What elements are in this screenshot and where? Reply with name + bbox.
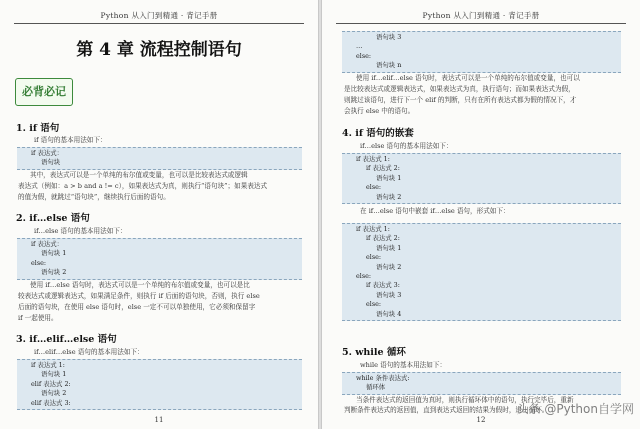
code-block (17, 359, 302, 410)
section-intro: if 语句的基本用法如下： (34, 136, 107, 144)
section-heading-if-elif-else: 3. if…elif…else 语句 (16, 334, 117, 345)
code-line: else: (366, 253, 382, 262)
code-line: 语句块 2 (41, 268, 67, 277)
code-line: 语句块 1 (41, 370, 67, 379)
paragraph-line: 会执行 else 中的语句。 (344, 107, 415, 115)
code-line: 语句块 4 (376, 309, 402, 318)
section-intro: if…else 语句的基本用法如下： (360, 142, 453, 150)
code-line: 语句块 2 (376, 192, 402, 201)
code-line: 语句块 2 (376, 262, 402, 271)
paragraph-line: 判断条件表达式的返回值，直到表达式返回的结果为假时，退出循环。 (344, 406, 549, 414)
section-intro: while 语句的基本用法如下： (360, 361, 447, 369)
must-remember-badge: 必背必记 (15, 78, 73, 106)
paragraph-line: 当条件表达式的返回值为真时，则执行循环体中的语句，执行完毕后，重新 (356, 396, 574, 404)
section-heading-if-else: 2. if…else 语句 (16, 213, 90, 224)
code-line: if 表达式 1: (356, 225, 390, 233)
header-rule (336, 23, 626, 24)
code-line: elif 表达式 3: (31, 398, 71, 407)
code-line: else: (356, 51, 372, 60)
code-line: 语句块 1 (41, 249, 67, 258)
code-line: while 条件表达式: (356, 374, 410, 382)
paragraph-line: 使用 if…elif…else 语句时，表达式可以是一个单纯的布尔值或变量，也可以 (356, 74, 580, 82)
paragraph-line: 则跳过该语句，进行下一个 elif 的判断，只有在所有表达式都为假的情况下，才 (344, 96, 577, 104)
code-block (342, 372, 621, 395)
section-heading-nested-if: 4. if 语句的嵌套 (342, 128, 414, 139)
watermark: 头条 @Python自学网 (516, 402, 634, 416)
code-line: 语句块 2 (41, 389, 67, 398)
code-line: 语句块 1 (376, 173, 402, 182)
paragraph-line: 的值为假，就跳过“语句块”，继续执行后面的语句。 (18, 193, 170, 201)
code-line: if 表达式 2: (366, 164, 400, 173)
code-line: 语句块 (41, 158, 61, 167)
code-line: else: (356, 272, 372, 281)
code-line: if 表达式： (31, 240, 64, 248)
paragraph-line: 后面的语句块，在使用 else 语句时，else 一定不可以单独使用，它必须和保留字 (18, 303, 256, 311)
page-number: 11 (154, 416, 164, 424)
code-line: else: (31, 258, 47, 267)
code-block (17, 147, 302, 170)
chapter-title: 第 4 章 流程控制语句 (76, 40, 242, 60)
code-line: 语句块 3 (376, 33, 402, 41)
paragraph-line: 使用 if…else 语句时，表达式可以是一个单纯的布尔值或变量，也可以是比 (30, 281, 250, 289)
left-page (0, 0, 318, 429)
section-intro: if…else 语句的基本用法如下： (34, 227, 127, 235)
right-page (322, 0, 640, 429)
code-line: 语句块 3 (376, 290, 402, 299)
paragraph-line: 在 if…else 语句中嵌套 if…else 语句，形式如下： (360, 207, 510, 215)
header-rule (14, 23, 304, 24)
section-heading-if: 1. if 语句 (16, 123, 60, 134)
running-header: Python 从入门到精通 · 背记手册 (422, 11, 540, 20)
running-header: Python 从入门到精通 · 背记手册 (100, 11, 218, 20)
code-line: elif 表达式 2: (31, 379, 71, 388)
code-line: else: (366, 183, 382, 192)
code-line: if 表达式： (31, 149, 64, 157)
code-line: if 表达式 1: (356, 155, 390, 163)
page-number: 12 (476, 416, 486, 424)
paragraph-line: 其中，表达式可以是一个单纯的布尔值或变量，也可以是比较表达式或逻辑 (30, 171, 248, 179)
code-block (342, 223, 621, 321)
code-block (342, 153, 621, 204)
section-heading-while: 5. while 循环 (342, 347, 406, 358)
paragraph-line: if 一起使用。 (18, 314, 58, 322)
paragraph-line: 表达式（例如：a > b and a != c），如果表达式为真，则执行“语句块”；如果表达式 (18, 182, 268, 190)
code-line: 循环体 (366, 383, 386, 392)
section-intro: if…elif…else 语句的基本用法如下： (34, 348, 144, 356)
code-line: if 表达式 1: (31, 361, 65, 369)
code-block (17, 238, 302, 280)
code-line: 语句块 1 (376, 243, 402, 252)
code-block (342, 31, 621, 73)
paragraph-line: 是比较表达式或逻辑表达式，如果表达式为真，执行语句；而如果表达式为假， (344, 85, 575, 93)
code-line: … (356, 42, 363, 51)
code-line: if 表达式 3: (366, 281, 400, 290)
code-line: 语句块 n (376, 61, 402, 70)
paragraph-line: 较表达式或逻辑表达式，如果满足条件，则执行 if 后面的语句块，否则，执行 else (18, 292, 260, 300)
code-line: if 表达式 2: (366, 234, 400, 243)
code-line: else: (366, 300, 382, 309)
